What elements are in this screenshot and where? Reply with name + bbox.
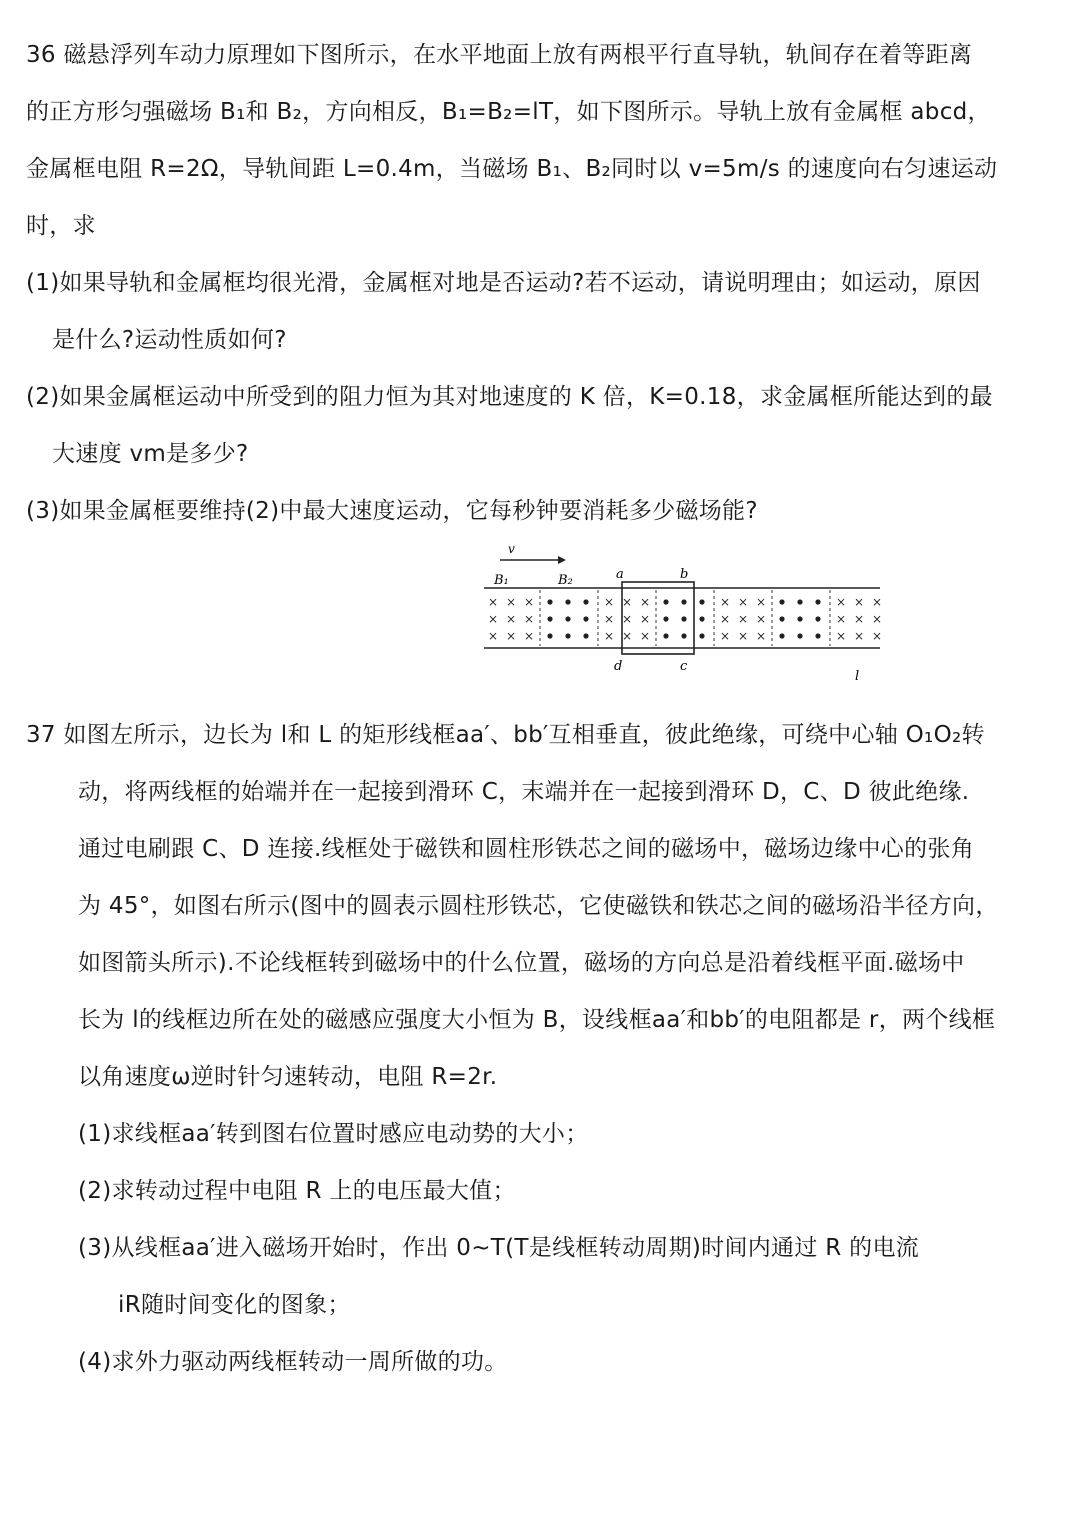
field-cross-mark: × [524,595,535,609]
field-cross-mark: × [488,629,499,643]
field-dot-mark [815,633,820,638]
field-cross-mark: × [720,612,731,626]
field-cross-mark: × [622,595,633,609]
corner-a-label: a [616,567,624,582]
corner-b-label: b [680,567,689,582]
field-dot-mark [779,599,784,604]
q37-line-6: 长为 l的线框边所在处的磁感应强度大小恒为 B，设线框aa′和bb′的电阻都是 r，两个线框 [78,1007,996,1033]
field-cross-mark: × [720,595,731,609]
q37-part2: (2)求转动过程中电阻 R 上的电压最大值； [78,1178,516,1204]
field-dot-mark [547,616,552,621]
field-cross-mark: × [756,612,767,626]
field-dot-mark [565,599,570,604]
field-dot-mark [699,599,704,604]
field-dot-mark [681,616,686,621]
field-cross-mark: × [506,595,517,609]
magnetic-field-cells [488,590,882,646]
field-cross-mark: × [738,629,749,643]
q37-part1: (1)求线框aa′转到图右位置时感应电动势的大小； [78,1121,589,1147]
field-cross-mark: × [738,612,749,626]
field-dot-mark [797,616,802,621]
field-cross-mark: × [836,595,847,609]
q37-part4: (4)求外力驱动两线框转动一周所做的功。 [78,1349,508,1375]
field-dot-mark [663,633,668,638]
b1-label: B₁ [494,573,509,588]
field-dot-mark [583,616,588,621]
field-cross-mark: × [872,629,882,643]
field-dot-mark [699,616,704,621]
field-cross-mark: × [640,612,651,626]
field-cross-mark: × [720,629,731,643]
q37-part3-line-2: iR随时间变化的图象； [118,1292,351,1318]
field-dot-mark [583,599,588,604]
q37-line-2: 动，将两线框的始端并在一起接到滑环 C，末端并在一起接到滑环 D，C、D 彼此绝缘. [78,779,970,805]
field-cross-mark: × [640,629,651,643]
q36-part3-line-1: (3)如果金属框要维持(2)中最大速度运动，它每秒钟要消耗多少磁场能? [26,498,758,524]
field-cross-mark: × [756,595,767,609]
field-dot-mark [565,616,570,621]
field-dot-mark [815,599,820,604]
field-dot-mark [681,633,686,638]
field-dot-mark [815,616,820,621]
field-cross-mark: × [836,629,847,643]
field-cross-mark: × [604,612,615,626]
q36-part1-line-1: (1)如果导轨和金属框均很光滑，金属框对地是否运动?若不运动，请说明理由；如运动，原因 [26,270,981,296]
field-cross-mark: × [488,612,499,626]
field-cross-mark: × [506,629,517,643]
velocity-arrowhead [558,556,566,564]
field-cross-mark: × [488,595,499,609]
field-dot-mark [681,599,686,604]
field-cross-mark: × [872,595,882,609]
field-dot-mark [699,633,704,638]
field-cross-mark: × [524,629,535,643]
field-dot-mark [663,616,668,621]
field-cross-mark: × [854,629,865,643]
corner-c-label: c [680,659,688,674]
field-dot-mark [547,599,552,604]
field-dot-mark [797,633,802,638]
q37-line-3: 通过电刷跟 C、D 连接.线框处于磁铁和圆柱形铁芯之间的磁场中，磁场边缘中心的张角 [78,836,975,862]
field-dot-mark [547,633,552,638]
field-cross-mark: × [854,612,865,626]
q36-line-1: 36 磁悬浮列车动力原理如下图所示，在水平地面上放有两根平行直导轨，轨间存在着等距离 [26,42,973,68]
field-cross-mark: × [604,629,615,643]
field-cross-mark: × [524,612,535,626]
field-cross-mark: × [622,629,633,643]
field-dot-mark [779,616,784,621]
q37-line-5: 如图箭头所示).不论线框转到磁场中的什么位置，磁场的方向总是沿着线框平面.磁场中 [78,950,965,976]
field-dot-mark [565,633,570,638]
field-cross-mark: × [854,595,865,609]
q37-part3-line-1: (3)从线框aa′进入磁场开始时，作出 0~T(T是线框转动周期)时间内通过 R 的电流 [78,1235,920,1261]
q36-line-3: 金属框电阻 R=2Ω，导轨间距 L=0.4m，当磁场 B₁、B₂同时以 v=5m/s 的速度向右匀速运动 [26,156,998,182]
corner-d-label: d [614,659,623,674]
q37-line-1: 37 如图左所示，边长为 l和 L 的矩形线框aa′、bb′互相垂直，彼此绝缘，可绕中心轴 O₁O₂转 [26,722,985,748]
velocity-label: v [508,542,515,556]
q36-part2-line-1: (2)如果金属框运动中所受到的阻力恒为其对地速度的 K 倍，K=0.18，求金属框所能达到的最 [26,384,993,410]
field-cross-mark: × [872,612,882,626]
maglev-rail-diagram [482,540,882,685]
q37-line-7: 以角速度ω逆时针匀速转动，电阻 R=2r. [78,1064,498,1090]
q36-line-4: 时，求 [26,213,96,239]
field-dot-mark [583,633,588,638]
q36-part1-line-2: 是什么?运动性质如何? [52,327,287,353]
field-cross-mark: × [640,595,651,609]
field-cross-mark: × [604,595,615,609]
field-dot-mark [779,633,784,638]
q36-part2-line-2: 大速度 vm是多少? [52,441,249,467]
q36-line-2: 的正方形匀强磁场 B₁和 B₂，方向相反，B₁=B₂=lT，如下图所示。导轨上放有金属框 abcd， [26,99,991,125]
b2-label: B₂ [558,573,573,588]
q37-line-4: 为 45°，如图右所示(图中的圆表示圆柱形铁芯，它使磁铁和铁芯之间的磁场沿半径方向， [78,893,999,919]
field-cross-mark: × [506,612,517,626]
field-cross-mark: × [756,629,767,643]
field-dot-mark [797,599,802,604]
field-cross-mark: × [738,595,749,609]
field-cross-mark: × [836,612,847,626]
field-cross-mark: × [622,612,633,626]
field-dot-mark [663,599,668,604]
track-length-label: l [855,669,860,684]
